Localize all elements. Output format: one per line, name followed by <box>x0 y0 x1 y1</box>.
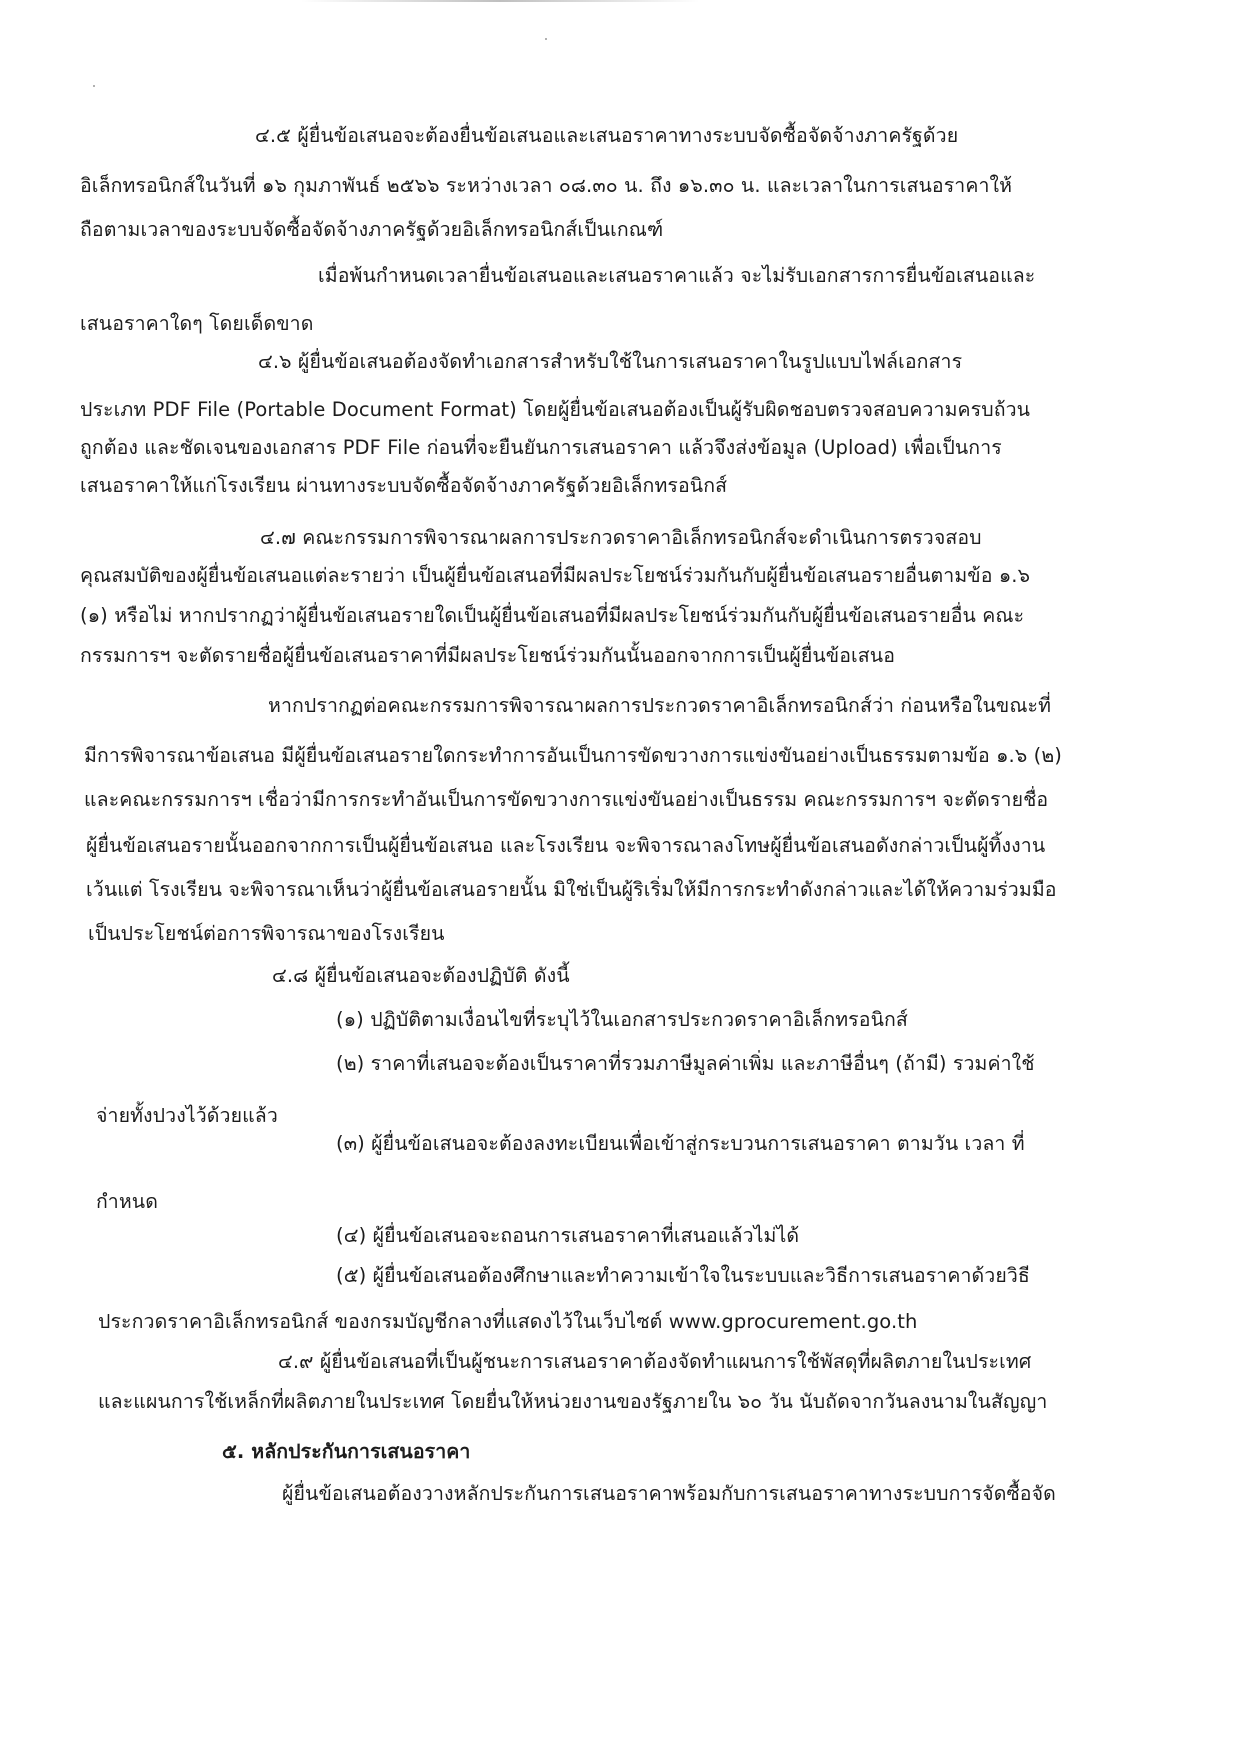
body-line: ประกวดราคาอิเล็กทรอนิกส์ ของกรมบัญชีกลางที่แสดงไว้ในเว็บไซต์ www.gprocurement.go.th <box>98 1310 918 1333</box>
clause-4-6-line: ๔.๖ ผู้ยื่นข้อเสนอต้องจัดทำเอกสารสำหรับใช้ในการเสนอราคาในรูปแบบไฟล์เอกสาร <box>258 350 963 373</box>
clause-4-5-line: ๔.๕ ผู้ยื่นข้อเสนอจะต้องยื่นข้อเสนอและเสนอราคาทางระบบจัดซื้อจัดจ้างภาครัฐด้วย <box>255 124 959 147</box>
body-line: คุณสมบัติของผู้ยื่นข้อเสนอแต่ละรายว่า เป็นผู้ยื่นข้อเสนอที่มีผลประโยชน์ร่วมกันกับผู้ยื่นข้อเสนอรายอื่นตามข้อ ๑.๖ <box>80 564 1031 587</box>
body-line: เมื่อพ้นกำหนดเวลายื่นข้อเสนอและเสนอราคาแล้ว จะไม่รับเอกสารการยื่นข้อเสนอและ <box>318 264 1036 287</box>
body-line: เสนอราคาใดๆ โดยเด็ดขาด <box>80 312 314 335</box>
body-line: และแผนการใช้เหล็กที่ผลิตภายในประเทศ โดยยื่นให้หน่วยงานของรัฐภายใน ๖๐ วัน นับถัดจากวันลงนามในสัญญา <box>98 1390 1048 1413</box>
body-line: ผู้ยื่นข้อเสนอรายนั้นออกจากการเป็นผู้ยื่นข้อเสนอ และโรงเรียน จะพิจารณาลงโทษผู้ยื่นข้อเสนอดังกล่าวเป็นผู้ทิ้งงาน <box>86 834 1046 857</box>
clause-4-9-line: ๔.๙ ผู้ยื่นข้อเสนอที่เป็นผู้ชนะการเสนอราคาต้องจัดทำแผนการใช้พัสดุที่ผลิตภายในประเทศ <box>278 1350 1032 1373</box>
list-item-line: (๑) ปฏิบัติตามเงื่อนไขที่ระบุไว้ในเอกสารประกวดราคาอิเล็กทรอนิกส์ <box>336 1008 908 1031</box>
body-line: เสนอราคาให้แก่โรงเรียน ผ่านทางระบบจัดซื้อจัดจ้างภาครัฐด้วยอิเล็กทรอนิกส์ <box>80 474 728 497</box>
body-line: จ่ายทั้งปวงไว้ด้วยแล้ว <box>96 1104 278 1127</box>
body-line: กรรมการฯ จะตัดรายชื่อผู้ยื่นข้อเสนอราคาที่มีผลประโยชน์ร่วมกันนั้นออกจากการเป็นผู้ยื่นข้อเสนอ <box>80 644 896 667</box>
body-line: ถูกต้อง และชัดเจนของเอกสาร PDF File ก่อนที่จะยืนยันการเสนอราคา แล้วจึงส่งข้อมูล (Upload) เพื่อเป็นการ <box>80 436 1002 459</box>
scan-speck <box>93 85 95 87</box>
body-line: อิเล็กทรอนิกส์ในวันที่ ๑๖ กุมภาพันธ์ ๒๕๖๖ ระหว่างเวลา ๐๘.๓๐ น. ถึง ๑๖.๓๐ น. และเวลาในการเสนอราคาให้ <box>80 174 1013 197</box>
body-line: ประเภท PDF File (Portable Document Format) โดยผู้ยื่นข้อเสนอต้องเป็นผู้รับผิดชอบตรวจสอบความครบถ้วน <box>80 398 1031 421</box>
clause-4-7-line: ๔.๗ คณะกรรมการพิจารณาผลการประกวดราคาอิเล็กทรอนิกส์จะดำเนินการตรวจสอบ <box>260 526 982 549</box>
section-5-heading: ๕. หลักประกันการเสนอราคา <box>222 1440 471 1463</box>
scan-speck <box>545 38 547 40</box>
list-item-line: (๕) ผู้ยื่นข้อเสนอต้องศึกษาและทำความเข้าใจในระบบและวิธีการเสนอราคาด้วยวิธี <box>336 1264 1030 1287</box>
body-line: ถือตามเวลาของระบบจัดซื้อจัดจ้างภาครัฐด้วยอิเล็กทรอนิกส์เป็นเกณฑ์ <box>80 218 664 241</box>
body-line: มีการพิจารณาข้อเสนอ มีผู้ยื่นข้อเสนอรายใดกระทำการอันเป็นการขัดขวางการแข่งขันอย่างเป็นธรรมตามข้อ ๑.๖ (๒) <box>84 744 1062 767</box>
clause-4-8-line: ๔.๘ ผู้ยื่นข้อเสนอจะต้องปฏิบัติ ดังนี้ <box>272 964 570 987</box>
body-line: เว้นแต่ โรงเรียน จะพิจารณาเห็นว่าผู้ยื่นข้อเสนอรายนั้น มิใช่เป็นผู้ริเริ่มให้มีการกระทำดังกล่าวและได้ให้ความร่วมมือ <box>86 878 1057 901</box>
body-line: กำหนด <box>96 1190 159 1213</box>
list-item-line: (๔) ผู้ยื่นข้อเสนอจะถอนการเสนอราคาที่เสนอแล้วไม่ได้ <box>336 1224 800 1247</box>
body-line: (๑) หรือไม่ หากปรากฏว่าผู้ยื่นข้อเสนอรายใดเป็นผู้ยื่นข้อเสนอที่มีผลประโยชน์ร่วมกันกับผู้ยื่นข้อเสนอรายอื่น คณะ <box>80 604 1025 627</box>
body-line: ผู้ยื่นข้อเสนอต้องวางหลักประกันการเสนอราคาพร้อมกับการเสนอราคาทางระบบการจัดซื้อจัด <box>282 1482 1056 1505</box>
body-line: หากปรากฏต่อคณะกรรมการพิจารณาผลการประกวดราคาอิเล็กทรอนิกส์ว่า ก่อนหรือในขณะที่ <box>268 694 1052 717</box>
body-line: เป็นประโยชน์ต่อการพิจารณาของโรงเรียน <box>88 922 445 945</box>
list-item-line: (๓) ผู้ยื่นข้อเสนอจะต้องลงทะเบียนเพื่อเข้าสู่กระบวนการเสนอราคา ตามวัน เวลา ที่ <box>336 1132 1025 1155</box>
body-line: และคณะกรรมการฯ เชื่อว่ามีการกระทำอันเป็นการขัดขวางการแข่งขันอย่างเป็นธรรม คณะกรรมการฯ จะตัดรายชื่อ <box>84 788 1049 811</box>
list-item-line: (๒) ราคาที่เสนอจะต้องเป็นราคาที่รวมภาษีมูลค่าเพิ่ม และภาษีอื่นๆ (ถ้ามี) รวมค่าใช้ <box>336 1052 1035 1075</box>
scan-edge-mark <box>300 0 700 2</box>
